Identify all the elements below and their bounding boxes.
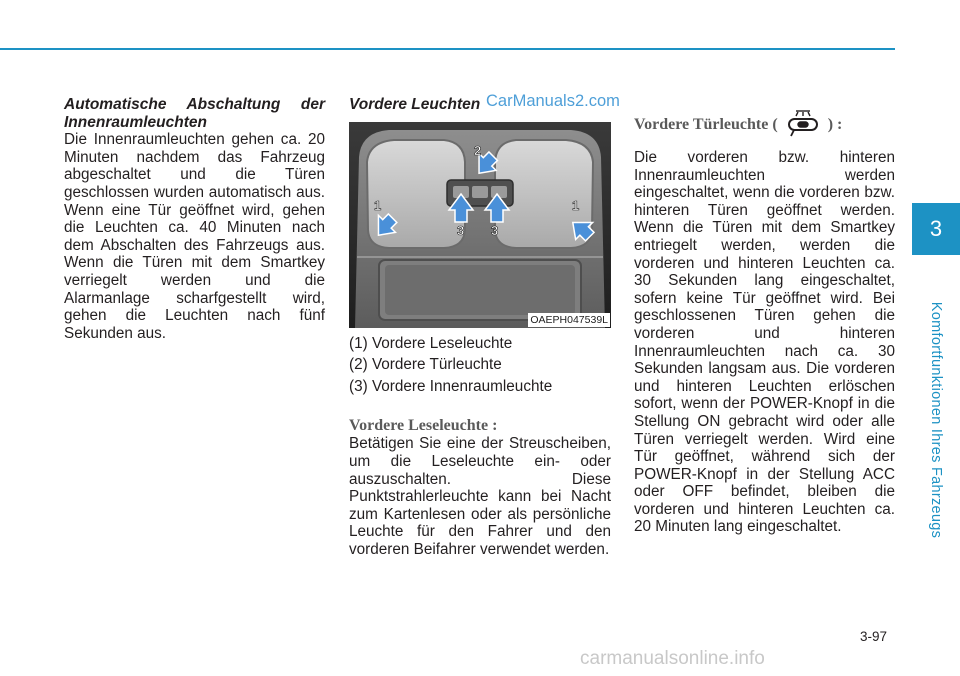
header-rule	[0, 48, 895, 50]
middle-column	[349, 96, 611, 559]
reading-light-body: Betätigen Sie eine der Streuscheiben, um die Leseleuchte ein- oder auszuschalten. Diese Punktstrahlerleuchte kann bei Nacht zum Kartenlesen oder als persönliche Leuchte für den Fahrer und den vorderen Beifahrer verwendet werden.	[349, 435, 611, 558]
callout-label-2: 2	[474, 142, 482, 158]
reading-light-heading: Vordere Leseleuchte :	[349, 417, 498, 435]
arrow-1-right	[566, 212, 599, 245]
legend-item: (1) Vordere Leseleuchte	[349, 334, 513, 352]
arrow-1-left	[369, 209, 402, 242]
callout-label-1-left: 1	[374, 197, 382, 213]
watermark-top: CarManuals2.com	[486, 92, 620, 110]
legend-item: (3) Vordere Innenraumleuchte	[349, 377, 553, 395]
door-light-heading	[634, 108, 895, 143]
auto-off-body: Die Innenraumleuchten gehen ca. 20 Minuten nachdem das Fahrzeug abgeschaltet und die Türen geschlossen wurden automatisch aus. Wenn eine Tür geöffnet wird, gehen die Leuchten ca. 40 Minuten nach dem Abschalten des Fahrzeugs aus. Wenn die Türen mit dem Smartkey verriegelt werden und die Alarmanlage scharfgestellt wird, gehen die Leuchten nach fünf Sekunden aus.	[64, 131, 325, 342]
right-column	[634, 108, 895, 536]
door-light-heading-prefix: Vordere Türleuchte (	[634, 116, 778, 134]
door-light-heading-suffix: ) :	[827, 116, 843, 134]
figure-code: OAEPH047539L	[530, 313, 608, 326]
left-column	[64, 96, 325, 342]
chapter-tab: 3	[912, 203, 960, 255]
legend-item: (2) Vordere Türleuchte	[349, 356, 502, 374]
arrow-3-left	[449, 194, 473, 222]
chapter-title: Komfortfunktionen Ihres Fahrzeugs	[928, 301, 944, 539]
watermark-bottom: carmanualsonline.info	[580, 648, 765, 669]
door-light-icon	[786, 108, 820, 143]
arrow-3-right	[485, 194, 509, 222]
front-lights-heading: Vordere Leuchten	[349, 96, 481, 113]
figure-legend	[349, 335, 611, 396]
callout-overlay	[349, 122, 611, 328]
reading-light-section	[349, 417, 611, 558]
callout-label-1-right: 1	[572, 197, 580, 213]
callout-label-3-left: 3	[457, 222, 465, 238]
auto-off-heading: Automatische Abschaltung der Innenraumleuchten	[64, 96, 325, 131]
overhead-console-figure	[349, 122, 611, 328]
door-light-body: Die vorderen bzw. hinteren Innenraumleuchten werden eingeschaltet, wenn die vorderen bzw. hinteren Türen geöffnet werden. Wenn die Türen mit dem Smartkey entriegelt werden, werden die vorderen und hinteren Leuchten ca. 30 Sekunden lang eingeschaltet, sofern keine Tür geöffnet wird. Bei geschlossenen Türen gehen die vorderen und hinteren Innenraumleuchten nach ca. 30 Sekunden langsam aus. Die vorderen und hinteren Leuchten erlöschen sofort, wenn der POWER-Knopf in die Stellung ON gebracht wird oder alle Türen verriegelt werden. Wird eine Tür geöffnet, während sich der POWER-Knopf in der Stellung ACC oder OFF befindet, bleiben die vorderen und hinteren Leuchten ca. 20 Minuten lang eingeschaltet.	[634, 149, 895, 536]
page-number: 3-97	[860, 629, 888, 644]
callout-label-3-right: 3	[491, 222, 499, 238]
